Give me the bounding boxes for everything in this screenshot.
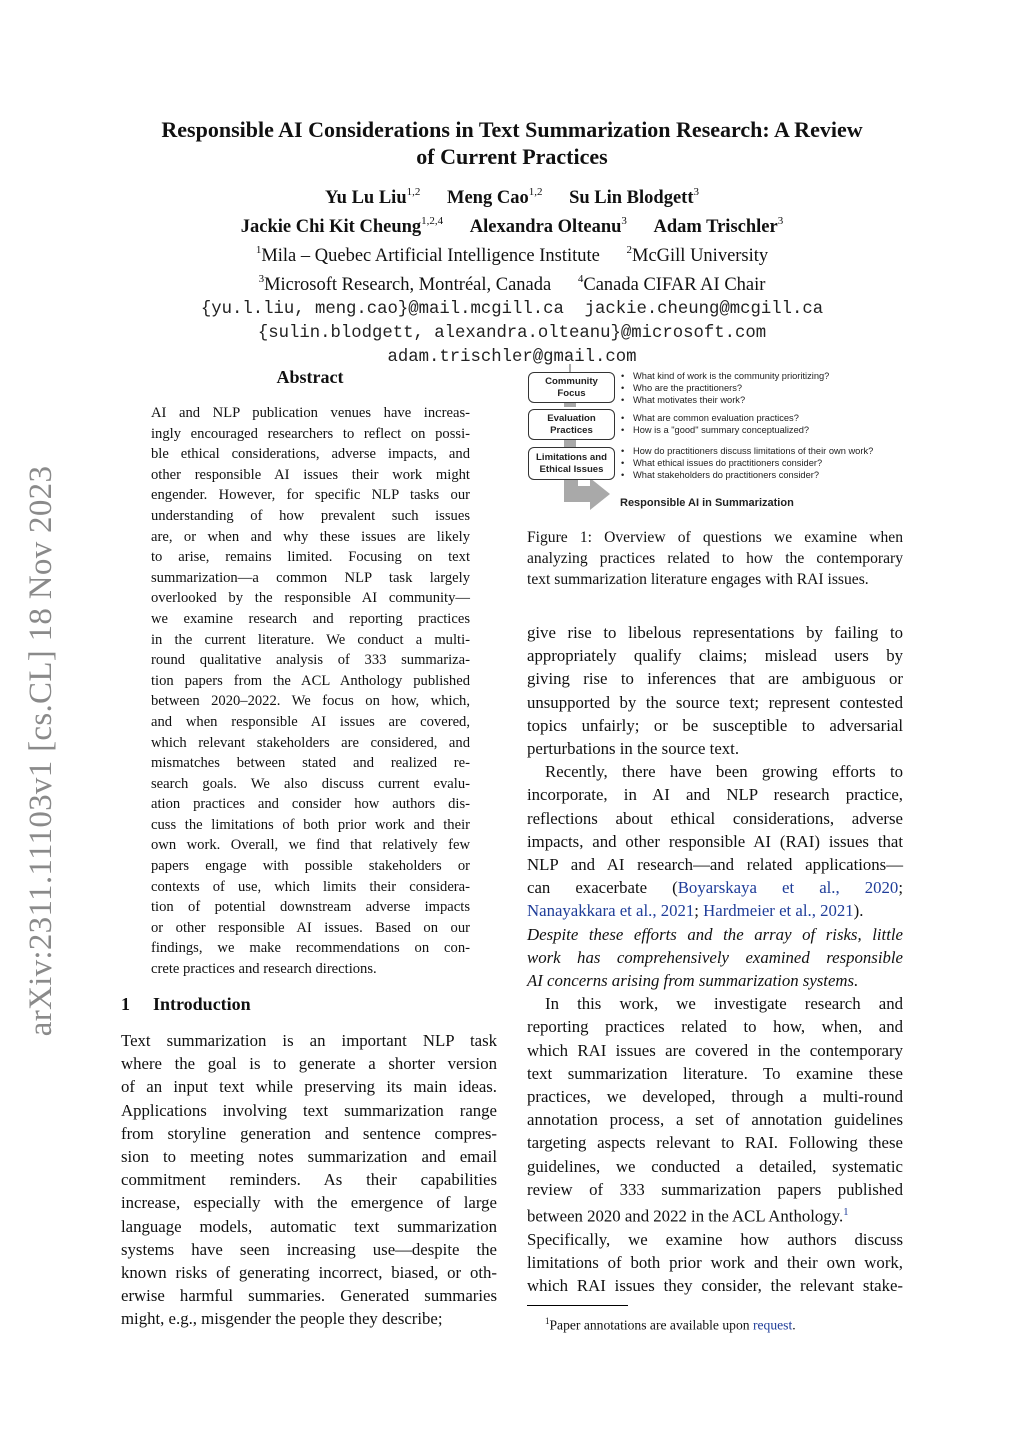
- text-line: giving rise to inferences that are ambiguous or: [527, 669, 903, 689]
- text-line: In this work, we investigate research and: [545, 994, 903, 1014]
- introduction-body: [121, 1029, 497, 1331]
- text-line: between 2020–2022. We focus on how, which,: [151, 693, 470, 710]
- author-name: Adam Trischler: [653, 217, 778, 238]
- text-line: Nanayakkara et al., 2021; Hardmeier et al., 2021).: [527, 901, 864, 921]
- text-line: AI and NLP publication venues have increas-: [151, 405, 470, 421]
- text-line: annotation process, a set of annotation guidelines: [527, 1110, 903, 1130]
- section-heading: [121, 994, 251, 1015]
- affiliation-name: Canada CIFAR AI Chair: [583, 275, 766, 296]
- text-line: Despite these efforts and the array of risks, little: [527, 924, 903, 944]
- footnote-divider: [527, 1305, 628, 1306]
- title-line-1: Responsible AI Considerations in Text Summarization Research: A Review: [161, 117, 863, 142]
- email: {yu.l.liu, meng.cao}@mail.mcgill.ca: [200, 299, 564, 319]
- figure-bullets-limitations: [621, 445, 873, 481]
- author-block: [110, 181, 914, 370]
- text-line: guidelines, we conducted a detailed, systematic: [527, 1156, 903, 1176]
- abstract-heading: Abstract: [276, 367, 344, 387]
- affiliation-row-2: [110, 268, 914, 297]
- text-line: search goals. We also discuss current evalu-: [151, 775, 470, 792]
- text-line: known risks of generating incorrect, biased, or oth-: [121, 1263, 497, 1283]
- text-line: and when responsible AI issues are covered,: [151, 713, 470, 730]
- figure-box-limitations-ethical: Limitations and Ethical Issues: [528, 447, 615, 480]
- section-title: Introduction: [153, 994, 251, 1014]
- affiliation-name: Microsoft Research, Montréal, Canada: [264, 275, 552, 296]
- text-line: Specifically, we examine how authors discuss: [527, 1229, 903, 1249]
- paragraph: [527, 1228, 903, 1298]
- text-line: Text summarization is an important NLP task: [121, 1031, 497, 1050]
- text-line: to arise, remains limited. Focusing on text: [151, 549, 470, 566]
- text-line: give rise to libelous representations by failing to: [527, 623, 903, 642]
- text-line: cuss the limitations of both prior work and their: [151, 816, 470, 833]
- author-affiliation: 1,2: [406, 186, 421, 198]
- figure-box-community-focus: Community Focus: [528, 372, 615, 403]
- text-line: papers engage with possible stakeholders or: [151, 858, 470, 875]
- arxiv-identifier: arXiv:2311.11103v1 [cs.CL] 18 Nov 2023: [23, 465, 59, 1037]
- author-name: Su Lin Blodgett: [569, 188, 694, 209]
- footnote-number: 1: [545, 1316, 550, 1326]
- paragraph: [527, 760, 903, 876]
- author-affiliation: 3: [693, 186, 699, 198]
- paragraph: [527, 621, 903, 760]
- text-line: where the goal is to generate a shorter version: [121, 1054, 497, 1074]
- paper-title: [110, 116, 914, 170]
- citation-link[interactable]: Boyarskaya et al., 2020: [677, 878, 899, 898]
- request-link[interactable]: request: [752, 1317, 793, 1333]
- text-line: round qualitative analysis of 333 summariza-: [151, 652, 470, 669]
- figure-bullets-evaluation: [621, 412, 809, 436]
- text-line: which relevant stakeholders are considered, and: [151, 734, 470, 751]
- figure-bullet: • What ethical issues do practitioners consider?: [621, 457, 873, 469]
- author-affiliation: 3: [777, 215, 784, 228]
- paragraph: [527, 992, 903, 1201]
- figure-1: [524, 364, 909, 519]
- text-line: language models, automatic text summarization: [121, 1216, 497, 1236]
- text-line: in the current literature. We conduct a multi-: [151, 631, 470, 648]
- figure-box-evaluation-practices: Evaluation Practices: [528, 409, 615, 440]
- text-line: impacts, and other responsible AI (RAI) issues that: [527, 831, 903, 851]
- section-number: 1: [121, 994, 130, 1014]
- text-line: topics unfairly; or be susceptible to adversarial: [527, 715, 903, 735]
- figure-bullet: • Who are the practitioners?: [621, 382, 829, 394]
- text-line: or other responsible AI issues. Based on our: [151, 919, 470, 936]
- text-line: incorporate, in AI and NLP research practice,: [527, 785, 903, 805]
- text-line: which RAI issues they consider, the relevant stake-: [527, 1276, 903, 1296]
- figure-bullet: • What kind of work is the community prioritizing?: [621, 370, 829, 382]
- italic-paragraph: [527, 923, 903, 993]
- figure-bullet: • What are common evaluation practices?: [621, 412, 809, 424]
- email-row-1: [110, 298, 914, 322]
- figure-bullets-community: [621, 370, 829, 406]
- text-line: other responsible AI issues their work might: [151, 466, 470, 483]
- text-line: tion of potential downstream adverse impacts: [151, 899, 470, 916]
- text-line: ble ethical considerations, adverse impacts, and: [151, 446, 470, 463]
- text-line: NLP and AI research—and related applications—: [527, 855, 903, 875]
- citation-link[interactable]: Hardmeier et al., 2021: [703, 901, 854, 921]
- text-line: which RAI issues are covered in the contemporary: [527, 1040, 903, 1060]
- figure-bullet: • What stakeholders do practitioners consider?: [621, 469, 873, 481]
- text-line: practices, we developed, through a multi-round: [527, 1087, 903, 1107]
- figure-bullet: • How do practitioners discuss limitations of their own work?: [621, 445, 873, 457]
- figure-bullet: • How is a "good" summary conceptualized?: [621, 424, 809, 436]
- affiliation-name: McGill University: [632, 246, 769, 267]
- text-line: review of 333 summarization papers published: [527, 1179, 903, 1199]
- affiliation-name: Mila – Quebec Artificial Intelligence Institute: [261, 246, 600, 267]
- author-affiliation: 3: [621, 215, 627, 228]
- text-line: contexts of use, which limits their considera-: [151, 878, 470, 895]
- text-line: we examine research and reporting practices: [151, 610, 470, 627]
- text-line: Figure 1: Overview of questions we examine when: [527, 529, 903, 546]
- text-line: commitment reminders. As their capabilities: [121, 1170, 497, 1190]
- text-line: reflections about ethical considerations, adverse: [527, 808, 903, 828]
- text-line: understanding of how prevalent such issues: [151, 507, 470, 524]
- text-line: work has comprehensively examined responsible: [527, 947, 903, 967]
- abstract-body: [151, 403, 470, 980]
- author-name: Yu Lu Liu: [325, 188, 407, 209]
- text-line: systems have seen increasing use—despite the: [121, 1239, 497, 1259]
- text-line: tion papers from the ACL Anthology published: [151, 672, 470, 689]
- text-line: limitations of both prior work and their own work,: [527, 1253, 903, 1273]
- figure-caption: [527, 528, 903, 590]
- text-line: increase, especially with the emergence of large: [121, 1193, 497, 1213]
- author-name: Meng Cao: [447, 188, 529, 209]
- text-line: engender. However, for specific NLP tasks our: [151, 487, 470, 504]
- footnote: $^1$Paper annotations are available upon request.: [545, 1316, 796, 1333]
- citation-link[interactable]: Nanayakkara et al., 2021: [527, 901, 695, 921]
- affiliation-number: 1: [255, 244, 262, 257]
- email-row-2: {sulin.blodgett, alexandra.olteanu}@microsoft.com: [257, 323, 767, 343]
- title-line-2: of Current Practices: [416, 144, 608, 169]
- text-line: might, e.g., misgender the people they describe;: [121, 1309, 443, 1329]
- author-row-2: [110, 210, 914, 239]
- author-affiliation: 1,2,4: [421, 215, 444, 228]
- text-line: from storyline generation and sentence compres-: [121, 1123, 497, 1143]
- text-line: ingly encouraged researchers to reflect on possi-: [151, 425, 470, 442]
- affiliation-number: 3: [258, 273, 265, 286]
- text-line: summarization—a common NLP task largely: [151, 569, 470, 586]
- figure-result-label: Responsible AI in Summarization: [620, 497, 794, 509]
- author-name: Jackie Chi Kit Cheung: [240, 217, 422, 238]
- text-line: appropriately qualify claims; mislead users by: [527, 646, 903, 666]
- text-line: erwise harmful summaries. Generated summaries: [121, 1286, 497, 1306]
- author-affiliation: 1,2: [528, 186, 543, 198]
- text-line: crete practices and research directions.: [151, 961, 377, 978]
- text-line: of an input text while preserving its main ideas.: [121, 1077, 497, 1097]
- email-row-3: adam.trischler@gmail.com: [387, 347, 637, 367]
- author-name: Alexandra Olteanu: [469, 217, 622, 238]
- text-line: Applications involving text summarization range: [121, 1100, 497, 1120]
- text-line: ation practices and consider how authors dis-: [151, 796, 470, 813]
- text-line: between 2020 and 2022 in the ACL Anthology.$^1$: [527, 1206, 849, 1226]
- author-row-1: [110, 181, 914, 210]
- text-line: unsupported by the source text; represent contested: [527, 692, 903, 712]
- text-line: mismatches between stated and realized re-: [151, 755, 470, 772]
- figure-bullet: • What motivates their work?: [621, 394, 829, 406]
- text-line: sion to meeting notes summarization and email: [121, 1147, 497, 1167]
- text-line: can exacerbate (Boyarskaya et al., 2020;: [527, 878, 903, 898]
- text-line: text summarization literature. To examine these: [527, 1063, 903, 1083]
- footnote-marker[interactable]: 1: [843, 1206, 849, 1219]
- text-line: Recently, there have been growing efforts to: [545, 762, 903, 782]
- text-line: analyzing practices related to how the contemporary: [527, 549, 903, 567]
- text-line: text summarization literature engages with RAI issues.: [527, 570, 869, 588]
- text-line: are, or when and why these issues are likely: [151, 528, 470, 545]
- text-line: targeting aspects relevant to RAI. Following these: [527, 1133, 903, 1153]
- text-line: own work. Overall, we find that relatively few: [151, 837, 470, 854]
- right-column-body: [527, 621, 903, 1297]
- affiliation-row-1: [110, 239, 914, 268]
- email: jackie.cheung@mcgill.ca: [584, 299, 824, 319]
- affiliation-number: 2: [626, 244, 632, 257]
- text-line: reporting practices related to how, when, and: [527, 1017, 903, 1037]
- affiliation-number: 4: [577, 273, 584, 286]
- text-line: overlooked by the responsible AI community—: [151, 590, 470, 607]
- text-line: perturbations in the source text.: [527, 739, 740, 759]
- text-line: AI concerns arising from summarization systems.: [527, 971, 859, 991]
- text-line: findings, we make recommendations on con-: [151, 940, 470, 957]
